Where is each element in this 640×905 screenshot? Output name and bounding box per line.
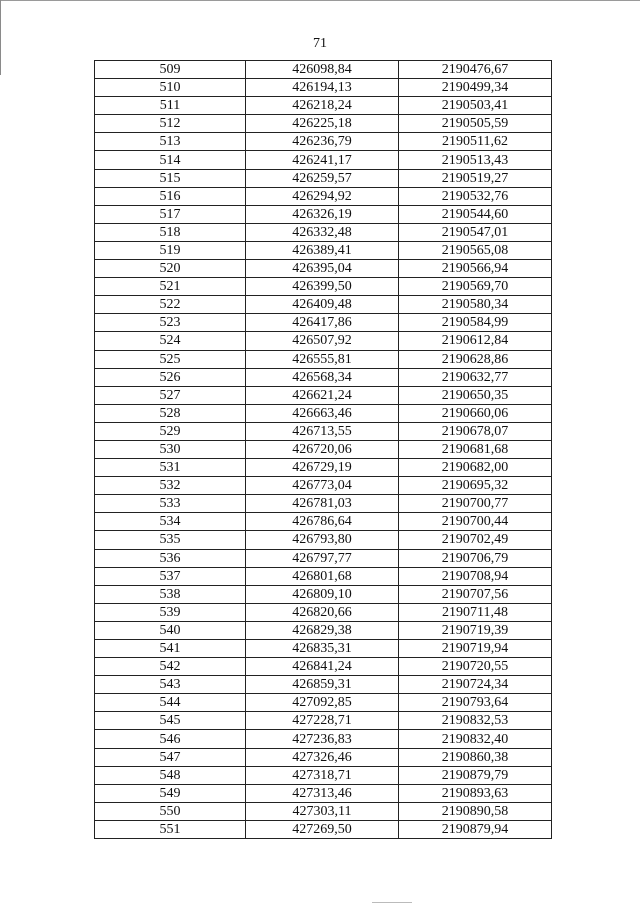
y-coordinate-cell: 2190513,43 [399,151,552,169]
table-row [95,459,552,477]
point-number-cell: 512 [95,115,246,133]
table-row [95,712,552,730]
point-number-cell: 526 [95,368,246,386]
table-row [95,585,552,603]
table-row [95,549,552,567]
table-row [95,495,552,513]
x-coordinate-cell: 426835,31 [246,640,399,658]
x-coordinate-cell: 426326,19 [246,205,399,223]
point-number-cell: 533 [95,495,246,513]
y-coordinate-cell: 2190832,53 [399,712,552,730]
table-row [95,621,552,639]
x-coordinate-cell: 426793,80 [246,531,399,549]
y-coordinate-cell: 2190503,41 [399,97,552,115]
y-coordinate-cell: 2190547,01 [399,223,552,241]
point-number-cell: 515 [95,169,246,187]
table-row [95,314,552,332]
table-row [95,205,552,223]
table-row [95,531,552,549]
x-coordinate-cell: 427326,46 [246,748,399,766]
table-row [95,766,552,784]
point-number-cell: 513 [95,133,246,151]
x-coordinate-cell: 427228,71 [246,712,399,730]
table-row [95,115,552,133]
table-row [95,260,552,278]
page-number: 71 [313,36,327,51]
y-coordinate-cell: 2190893,63 [399,784,552,802]
table-row [95,440,552,458]
y-coordinate-cell: 2190719,94 [399,640,552,658]
y-coordinate-cell: 2190612,84 [399,332,552,350]
x-coordinate-cell: 426713,55 [246,422,399,440]
x-coordinate-cell: 426720,06 [246,440,399,458]
table-row [95,640,552,658]
point-number-cell: 511 [95,97,246,115]
x-coordinate-cell: 426236,79 [246,133,399,151]
y-coordinate-cell: 2190879,94 [399,820,552,838]
point-number-cell: 510 [95,79,246,97]
point-number-cell: 546 [95,730,246,748]
table-row [95,296,552,314]
y-coordinate-cell: 2190706,79 [399,549,552,567]
x-coordinate-cell: 426801,68 [246,567,399,585]
table-row [95,748,552,766]
x-coordinate-cell: 427236,83 [246,730,399,748]
table-row [95,61,552,79]
y-coordinate-cell: 2190565,08 [399,241,552,259]
y-coordinate-cell: 2190695,32 [399,477,552,495]
point-number-cell: 550 [95,802,246,820]
table-row [95,169,552,187]
x-coordinate-cell: 426507,92 [246,332,399,350]
x-coordinate-cell: 426809,10 [246,585,399,603]
x-coordinate-cell: 426841,24 [246,658,399,676]
x-coordinate-cell: 426294,92 [246,187,399,205]
point-number-cell: 551 [95,820,246,838]
table-row [95,368,552,386]
coordinates-table-body [95,61,552,839]
y-coordinate-cell: 2190566,94 [399,260,552,278]
y-coordinate-cell: 2190890,58 [399,802,552,820]
point-number-cell: 540 [95,621,246,639]
x-coordinate-cell: 426621,24 [246,386,399,404]
table-row [95,567,552,585]
y-coordinate-cell: 2190700,44 [399,513,552,531]
point-number-cell: 545 [95,712,246,730]
x-coordinate-cell: 426399,50 [246,278,399,296]
table-row [95,802,552,820]
table-row [95,278,552,296]
x-coordinate-cell: 426797,77 [246,549,399,567]
x-coordinate-cell: 426225,18 [246,115,399,133]
y-coordinate-cell: 2190724,34 [399,676,552,694]
table-row [95,386,552,404]
scan-mark-bottom [372,902,412,903]
point-number-cell: 522 [95,296,246,314]
table-row [95,151,552,169]
point-number-cell: 514 [95,151,246,169]
x-coordinate-cell: 427092,85 [246,694,399,712]
table-row [95,513,552,531]
table-row [95,730,552,748]
point-number-cell: 542 [95,658,246,676]
table-row [95,676,552,694]
y-coordinate-cell: 2190580,34 [399,296,552,314]
point-number-cell: 544 [95,694,246,712]
point-number-cell: 517 [95,205,246,223]
point-number-cell: 523 [95,314,246,332]
y-coordinate-cell: 2190860,38 [399,748,552,766]
x-coordinate-cell: 426568,34 [246,368,399,386]
point-number-cell: 519 [95,241,246,259]
x-coordinate-cell: 426729,19 [246,459,399,477]
point-number-cell: 547 [95,748,246,766]
point-number-cell: 536 [95,549,246,567]
y-coordinate-cell: 2190499,34 [399,79,552,97]
point-number-cell: 538 [95,585,246,603]
table-row [95,97,552,115]
table-row [95,784,552,802]
y-coordinate-cell: 2190569,70 [399,278,552,296]
point-number-cell: 529 [95,422,246,440]
point-number-cell: 509 [95,61,246,79]
point-number-cell: 537 [95,567,246,585]
x-coordinate-cell: 426781,03 [246,495,399,513]
x-coordinate-cell: 426663,46 [246,404,399,422]
y-coordinate-cell: 2190719,39 [399,621,552,639]
y-coordinate-cell: 2190832,40 [399,730,552,748]
x-coordinate-cell: 426259,57 [246,169,399,187]
point-number-cell: 518 [95,223,246,241]
table-row [95,79,552,97]
point-number-cell: 548 [95,766,246,784]
scan-edge-top [0,0,640,1]
y-coordinate-cell: 2190678,07 [399,422,552,440]
table-row [95,187,552,205]
table-row [95,332,552,350]
point-number-cell: 521 [95,278,246,296]
point-number-cell: 527 [95,386,246,404]
table-row [95,477,552,495]
y-coordinate-cell: 2190720,55 [399,658,552,676]
point-number-cell: 516 [95,187,246,205]
y-coordinate-cell: 2190632,77 [399,368,552,386]
x-coordinate-cell: 426773,04 [246,477,399,495]
table-row [95,223,552,241]
point-number-cell: 528 [95,404,246,422]
y-coordinate-cell: 2190707,56 [399,585,552,603]
x-coordinate-cell: 426829,38 [246,621,399,639]
point-number-cell: 520 [95,260,246,278]
y-coordinate-cell: 2190793,64 [399,694,552,712]
y-coordinate-cell: 2190532,76 [399,187,552,205]
y-coordinate-cell: 2190681,68 [399,440,552,458]
point-number-cell: 532 [95,477,246,495]
y-coordinate-cell: 2190505,59 [399,115,552,133]
x-coordinate-cell: 426098,84 [246,61,399,79]
x-coordinate-cell: 426389,41 [246,241,399,259]
x-coordinate-cell: 426786,64 [246,513,399,531]
x-coordinate-cell: 426820,66 [246,603,399,621]
point-number-cell: 541 [95,640,246,658]
table-row [95,404,552,422]
point-number-cell: 525 [95,350,246,368]
x-coordinate-cell: 426218,24 [246,97,399,115]
x-coordinate-cell: 426409,48 [246,296,399,314]
table-row [95,658,552,676]
y-coordinate-cell: 2190711,48 [399,603,552,621]
y-coordinate-cell: 2190584,99 [399,314,552,332]
table-row [95,694,552,712]
point-number-cell: 530 [95,440,246,458]
y-coordinate-cell: 2190879,79 [399,766,552,784]
point-number-cell: 531 [95,459,246,477]
x-coordinate-cell: 427318,71 [246,766,399,784]
table-row [95,133,552,151]
y-coordinate-cell: 2190519,27 [399,169,552,187]
x-coordinate-cell: 426555,81 [246,350,399,368]
y-coordinate-cell: 2190682,00 [399,459,552,477]
x-coordinate-cell: 427269,50 [246,820,399,838]
table-row [95,603,552,621]
table-row [95,422,552,440]
point-number-cell: 535 [95,531,246,549]
y-coordinate-cell: 2190650,35 [399,386,552,404]
y-coordinate-cell: 2190476,67 [399,61,552,79]
y-coordinate-cell: 2190702,49 [399,531,552,549]
y-coordinate-cell: 2190544,60 [399,205,552,223]
table-row [95,820,552,838]
x-coordinate-cell: 426395,04 [246,260,399,278]
x-coordinate-cell: 426194,13 [246,79,399,97]
y-coordinate-cell: 2190700,77 [399,495,552,513]
point-number-cell: 534 [95,513,246,531]
table-row [95,241,552,259]
x-coordinate-cell: 427313,46 [246,784,399,802]
x-coordinate-cell: 426332,48 [246,223,399,241]
table-row [95,350,552,368]
point-number-cell: 524 [95,332,246,350]
point-number-cell: 539 [95,603,246,621]
point-number-cell: 549 [95,784,246,802]
y-coordinate-cell: 2190628,86 [399,350,552,368]
x-coordinate-cell: 427303,11 [246,802,399,820]
x-coordinate-cell: 426417,86 [246,314,399,332]
y-coordinate-cell: 2190660,06 [399,404,552,422]
y-coordinate-cell: 2190708,94 [399,567,552,585]
x-coordinate-cell: 426241,17 [246,151,399,169]
x-coordinate-cell: 426859,31 [246,676,399,694]
point-number-cell: 543 [95,676,246,694]
coordinates-table [94,60,552,839]
y-coordinate-cell: 2190511,62 [399,133,552,151]
